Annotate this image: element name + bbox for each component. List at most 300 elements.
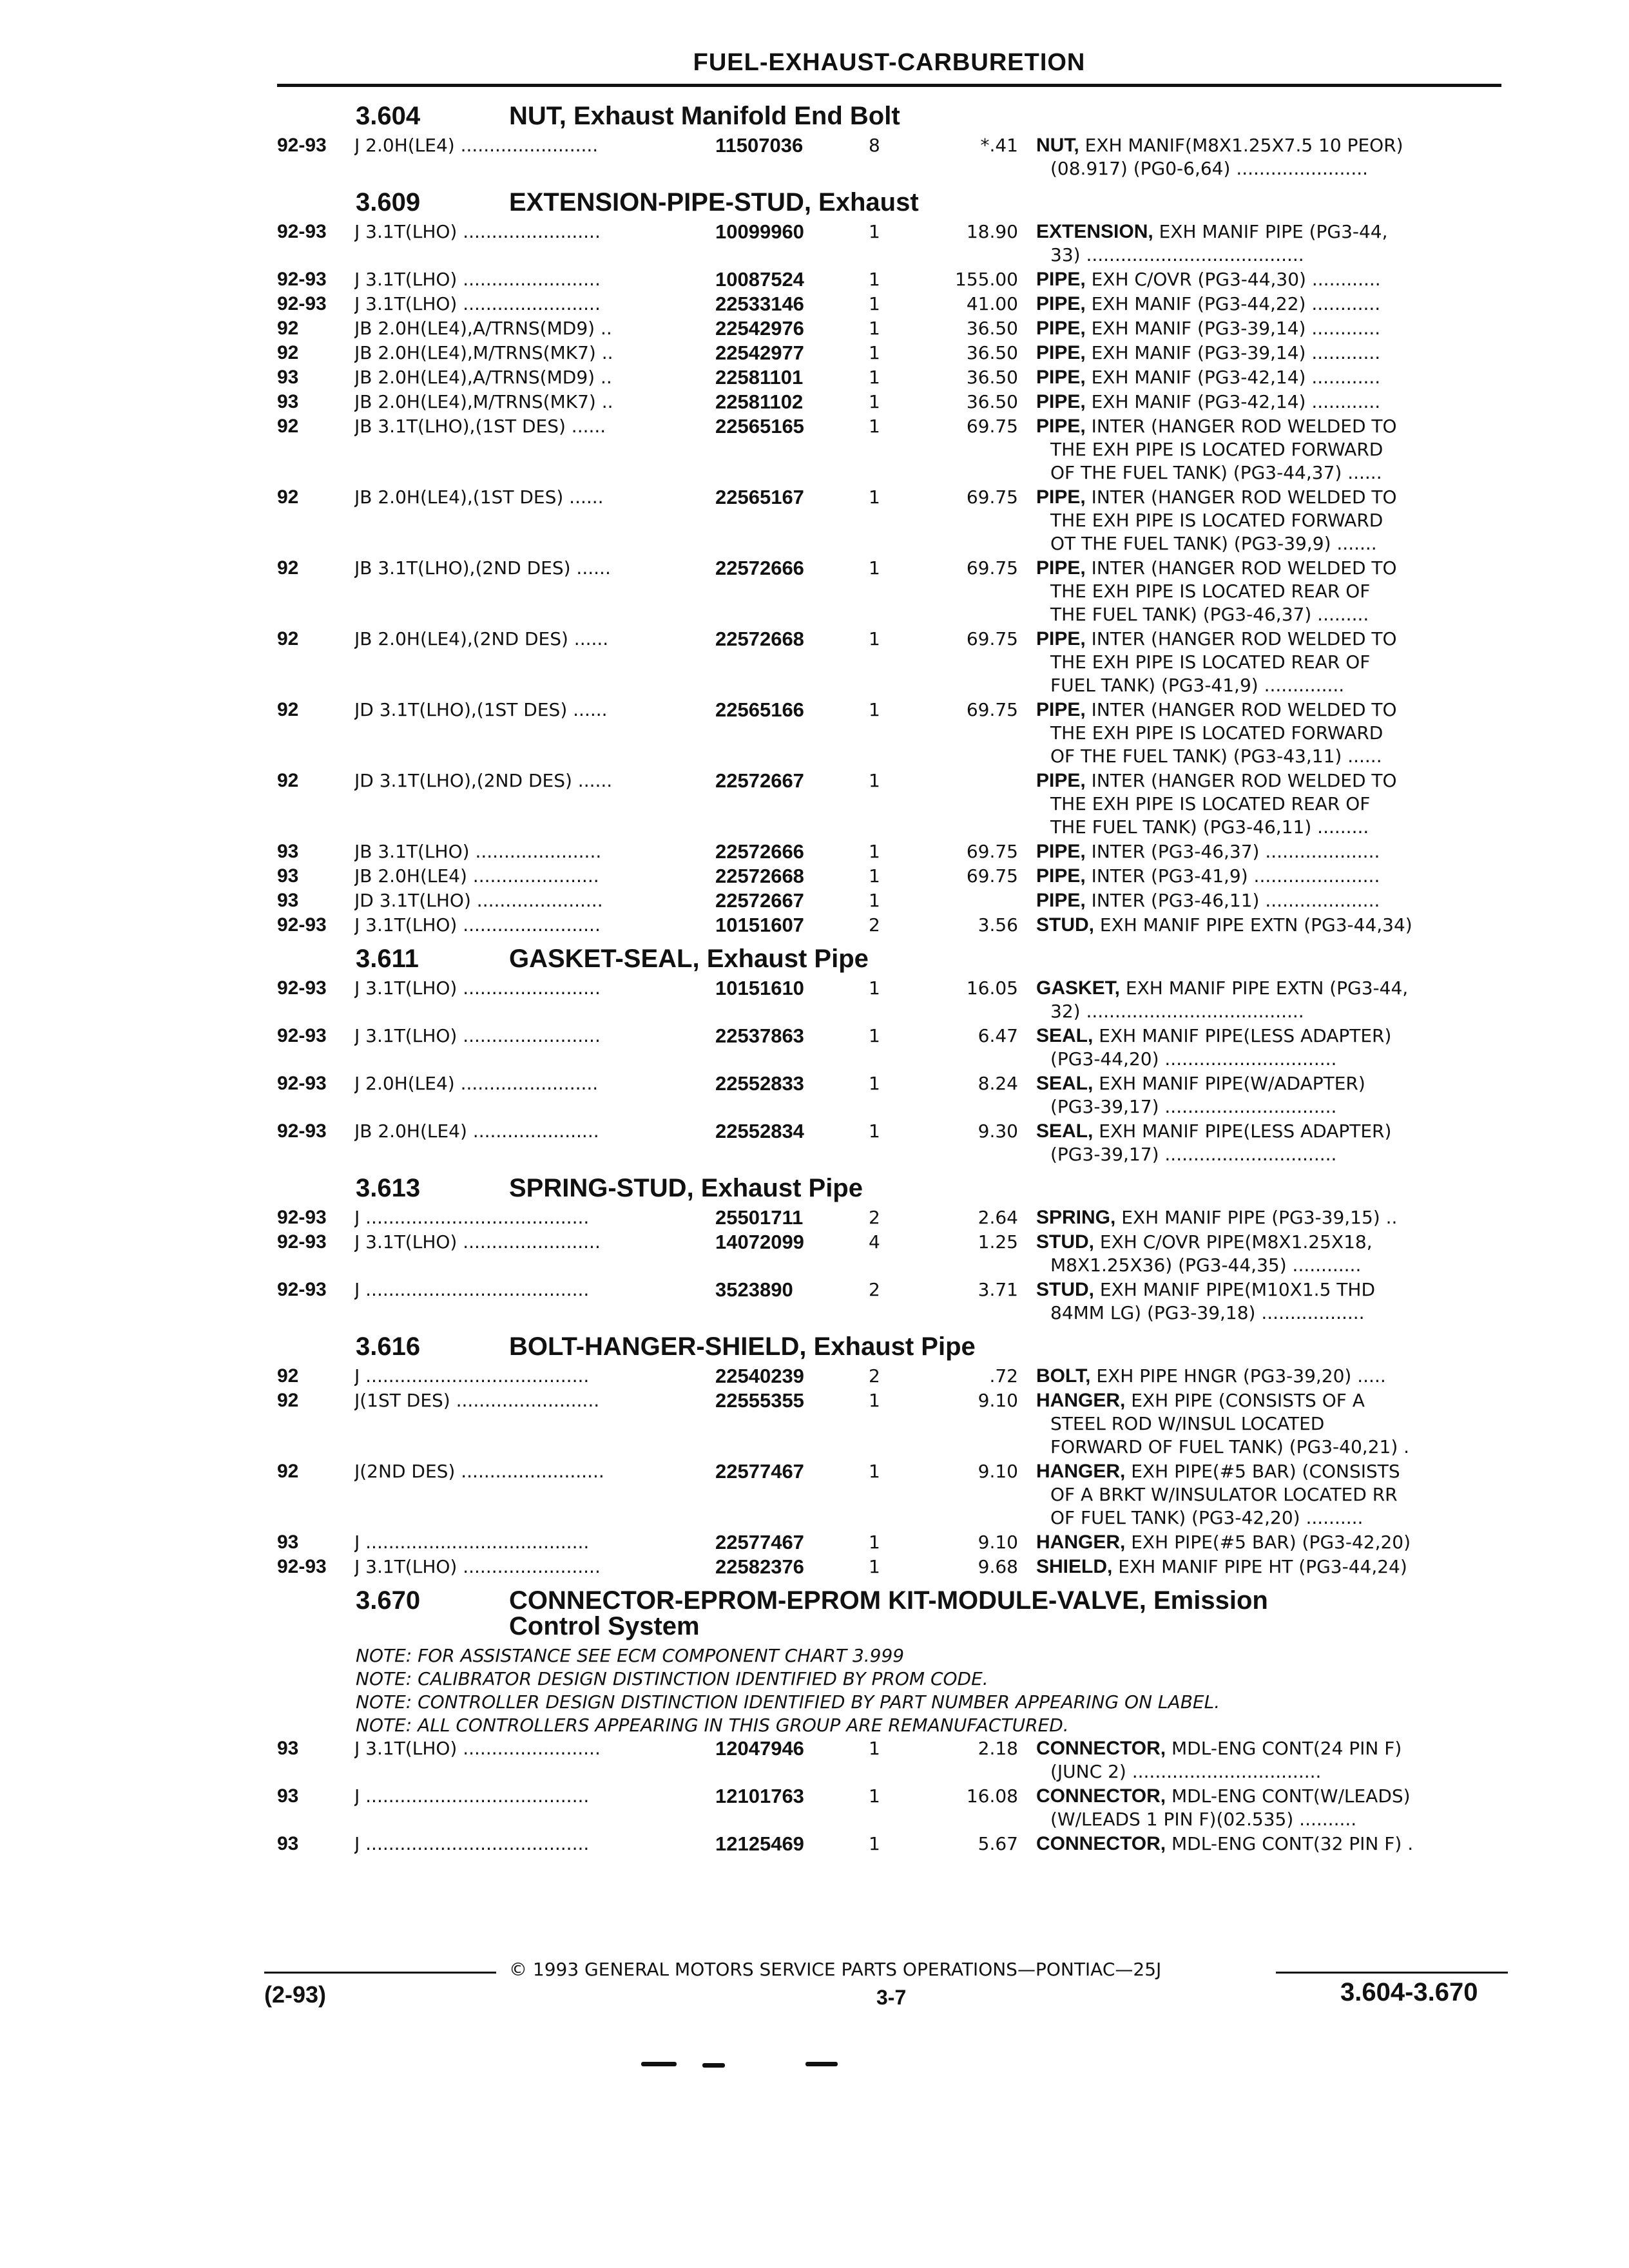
section-header bbox=[277, 182, 1501, 220]
description bbox=[1036, 840, 1501, 863]
description-text: THE EXH PIPE IS LOCATED FORWARD bbox=[1050, 439, 1383, 460]
description-line bbox=[1036, 1506, 1501, 1530]
description bbox=[1036, 865, 1501, 888]
price: .72 bbox=[989, 1365, 1018, 1387]
part-number: 22572668 bbox=[715, 865, 804, 887]
price: 3.56 bbox=[978, 914, 1018, 936]
part-row bbox=[277, 865, 1501, 889]
description-text: EXH MANIF (PG3-39,14) ............ bbox=[1085, 342, 1381, 363]
quantity: 8 bbox=[869, 135, 880, 156]
application: J 3.1T(LHO) ........................ bbox=[354, 1738, 601, 1759]
model-year: 93 bbox=[277, 1833, 299, 1854]
description-text: (PG3-39,17) .............................. bbox=[1050, 1096, 1337, 1117]
price: 9.10 bbox=[978, 1390, 1018, 1411]
description-text: EXH PIPE(#5 BAR) (PG3-42,20) bbox=[1125, 1532, 1411, 1553]
description-line bbox=[1036, 1412, 1501, 1436]
description-text: THE FUEL TANK) (PG3-46,37) ......... bbox=[1050, 604, 1369, 625]
description bbox=[1036, 769, 1501, 839]
description-line bbox=[1036, 1231, 1501, 1254]
application: J ....................................... bbox=[354, 1279, 590, 1300]
description-keyword: SEAL, bbox=[1036, 1025, 1094, 1046]
part-row bbox=[277, 486, 1501, 557]
part-number: 22582376 bbox=[715, 1555, 804, 1578]
part-row bbox=[277, 1365, 1501, 1389]
quantity: 1 bbox=[869, 269, 880, 290]
model-year: 92 bbox=[277, 1461, 299, 1482]
footer-page-number: 3-7 bbox=[876, 1986, 907, 2009]
quantity: 1 bbox=[869, 890, 880, 911]
description bbox=[1036, 1389, 1501, 1459]
price: 3.71 bbox=[978, 1279, 1018, 1300]
description bbox=[1036, 628, 1501, 697]
description-text: EXH MANIF (PG3-42,14) ............ bbox=[1085, 367, 1381, 388]
application: J 2.0H(LE4) ........................ bbox=[354, 1073, 599, 1094]
description-keyword: PIPE, bbox=[1036, 367, 1086, 388]
application: J ....................................... bbox=[354, 1365, 590, 1387]
description-text: EXH MANIF (PG3-39,14) ............ bbox=[1085, 318, 1381, 339]
part-row bbox=[277, 840, 1501, 865]
application: JD 3.1T(LHO) ...................... bbox=[354, 890, 603, 911]
quantity: 2 bbox=[869, 1207, 880, 1228]
price: 69.75 bbox=[966, 628, 1018, 649]
part-row bbox=[277, 1531, 1501, 1555]
part-number: 10099960 bbox=[715, 220, 804, 243]
part-number: 12125469 bbox=[715, 1832, 804, 1855]
description bbox=[1036, 1460, 1501, 1530]
price: 69.75 bbox=[966, 486, 1018, 508]
quantity: 1 bbox=[869, 699, 880, 720]
application: JB 2.0H(LE4),M/TRNS(MK7) .. bbox=[354, 342, 613, 363]
description-keyword: PIPE, bbox=[1036, 628, 1086, 649]
description-line bbox=[1036, 793, 1501, 816]
description bbox=[1036, 1531, 1501, 1554]
description-text: EXH MANIF PIPE HT (PG3-44,24) bbox=[1112, 1556, 1407, 1577]
price: 69.75 bbox=[966, 416, 1018, 437]
application: JB 2.0H(LE4),A/TRNS(MD9) .. bbox=[354, 367, 612, 388]
scan-mark bbox=[702, 2063, 725, 2068]
description-text: EXH MANIF PIPE(W/ADAPTER) bbox=[1093, 1073, 1365, 1094]
footer-rule-right bbox=[1276, 1972, 1508, 1974]
description-line bbox=[1036, 1000, 1501, 1023]
description-text: EXH PIPE (CONSISTS OF A bbox=[1125, 1390, 1365, 1411]
model-year: 93 bbox=[277, 890, 299, 911]
quantity: 4 bbox=[869, 1231, 880, 1253]
description-text: THE EXH PIPE IS LOCATED FORWARD bbox=[1050, 510, 1383, 531]
description-text: M8X1.25X36) (PG3-44,35) ............ bbox=[1050, 1254, 1362, 1276]
description-line bbox=[1036, 840, 1501, 863]
description-text: OF THE FUEL TANK) (PG3-43,11) ...... bbox=[1050, 745, 1382, 767]
description-keyword: PIPE, bbox=[1036, 865, 1086, 887]
description-line bbox=[1036, 698, 1501, 722]
application: J 2.0H(LE4) ........................ bbox=[354, 135, 599, 156]
description bbox=[1036, 977, 1501, 1023]
description bbox=[1036, 1206, 1501, 1229]
part-number: 22572666 bbox=[715, 557, 804, 579]
application: J 3.1T(LHO) ........................ bbox=[354, 1025, 601, 1046]
section-number: 3.670 bbox=[356, 1586, 421, 1615]
part-row bbox=[277, 341, 1501, 366]
description bbox=[1036, 486, 1501, 555]
scan-mark bbox=[805, 2062, 838, 2066]
description bbox=[1036, 1024, 1501, 1071]
part-row bbox=[277, 1832, 1501, 1857]
section-number: 3.611 bbox=[356, 945, 419, 973]
application: JB 2.0H(LE4),(2ND DES) ...... bbox=[354, 628, 609, 649]
part-row bbox=[277, 1737, 1501, 1785]
price: 36.50 bbox=[966, 318, 1018, 339]
model-year: 92-93 bbox=[277, 1073, 327, 1094]
description-text: FUEL TANK) (PG3-41,9) .............. bbox=[1050, 675, 1345, 696]
model-year: 92-93 bbox=[277, 293, 327, 314]
description-keyword: PIPE, bbox=[1036, 269, 1086, 290]
quantity: 1 bbox=[869, 391, 880, 412]
quantity: 1 bbox=[869, 1025, 880, 1046]
quantity: 1 bbox=[869, 770, 880, 791]
description-line bbox=[1036, 1206, 1501, 1229]
application: J ....................................... bbox=[354, 1207, 590, 1228]
description-text: INTER (HANGER ROD WELDED TO bbox=[1085, 699, 1397, 720]
quantity: 2 bbox=[869, 1365, 880, 1387]
section-number: 3.613 bbox=[356, 1174, 421, 1202]
quantity: 1 bbox=[869, 1390, 880, 1411]
application: J 3.1T(LHO) ........................ bbox=[354, 1231, 601, 1253]
description-line bbox=[1036, 268, 1501, 291]
price: 2.18 bbox=[978, 1738, 1018, 1759]
description-line bbox=[1036, 486, 1501, 509]
application: J ....................................... bbox=[354, 1833, 590, 1854]
price: 36.50 bbox=[966, 342, 1018, 363]
part-number: 12047946 bbox=[715, 1737, 804, 1760]
description-text: OF THE FUEL TANK) (PG3-44,37) ...... bbox=[1050, 462, 1382, 483]
description-line bbox=[1036, 1436, 1501, 1459]
part-row bbox=[277, 415, 1501, 486]
description-line bbox=[1036, 722, 1501, 745]
description-line bbox=[1036, 293, 1501, 316]
section-note: NOTE: ALL CONTROLLERS APPEARING IN THIS GROUP ARE REMANUFACTURED. bbox=[356, 1715, 1069, 1736]
part-row bbox=[277, 1785, 1501, 1832]
section-header bbox=[277, 95, 1501, 134]
description-line bbox=[1036, 1365, 1501, 1388]
section-title: CONNECTOR-EPROM-EPROM KIT-MODULE-VALVE, Emission bbox=[509, 1586, 1268, 1615]
description-line bbox=[1036, 1483, 1501, 1506]
application: J 3.1T(LHO) ........................ bbox=[354, 221, 601, 242]
description-line bbox=[1036, 532, 1501, 555]
description-text: (PG3-44,20) .............................. bbox=[1050, 1048, 1337, 1070]
price: 9.30 bbox=[978, 1120, 1018, 1142]
description-line bbox=[1036, 1531, 1501, 1554]
description-text: THE EXH PIPE IS LOCATED REAR OF bbox=[1050, 581, 1371, 602]
part-number: 10087524 bbox=[715, 268, 804, 291]
description bbox=[1036, 134, 1501, 180]
application: JD 3.1T(LHO),(2ND DES) ...... bbox=[354, 770, 613, 791]
section-note: NOTE: FOR ASSISTANCE SEE ECM COMPONENT CHART 3.999 bbox=[356, 1645, 905, 1666]
section-title: SPRING-STUD, Exhaust Pipe bbox=[509, 1174, 863, 1202]
description-keyword: SEAL, bbox=[1036, 1073, 1094, 1094]
description-keyword: PIPE, bbox=[1036, 342, 1086, 363]
description-text: EXH MANIF(M8X1.25X7.5 10 PEOR) bbox=[1079, 135, 1403, 156]
description bbox=[1036, 1278, 1501, 1325]
section-title: EXTENSION-PIPE-STUD, Exhaust bbox=[509, 188, 919, 216]
header-rule bbox=[277, 84, 1501, 87]
section-number: 3.616 bbox=[356, 1332, 421, 1361]
description-text: STEEL ROD W/INSUL LOCATED bbox=[1050, 1413, 1325, 1434]
quantity: 1 bbox=[869, 486, 880, 508]
quantity: 1 bbox=[869, 221, 880, 242]
section-note: NOTE: CALIBRATOR DESIGN DISTINCTION IDENTIFIED BY PROM CODE. bbox=[356, 1668, 988, 1689]
description-line bbox=[1036, 1302, 1501, 1325]
quantity: 2 bbox=[869, 914, 880, 936]
price: *.41 bbox=[980, 135, 1018, 156]
footer-rule-left bbox=[264, 1972, 496, 1974]
description-line bbox=[1036, 816, 1501, 839]
part-number: 22533146 bbox=[715, 293, 804, 315]
description-text: OF A BRKT W/INSULATOR LOCATED RR bbox=[1050, 1484, 1398, 1505]
model-year: 92-93 bbox=[277, 1556, 327, 1577]
description bbox=[1036, 1832, 1501, 1856]
part-number: 22577467 bbox=[715, 1531, 804, 1553]
quantity: 1 bbox=[869, 1833, 880, 1854]
quantity: 1 bbox=[869, 1073, 880, 1094]
model-year: 93 bbox=[277, 367, 299, 388]
quantity: 1 bbox=[869, 557, 880, 579]
description-text: FORWARD OF FUEL TANK) (PG3-40,21) . bbox=[1050, 1436, 1410, 1457]
description-line bbox=[1036, 580, 1501, 603]
quantity: 1 bbox=[869, 416, 880, 437]
part-row bbox=[277, 557, 1501, 628]
description-text: EXH MANIF PIPE EXTN (PG3-44, bbox=[1120, 977, 1409, 999]
description-line bbox=[1036, 557, 1501, 580]
description-line bbox=[1036, 1760, 1501, 1783]
part-number: 22572668 bbox=[715, 628, 804, 650]
part-row bbox=[277, 698, 1501, 769]
description-keyword: STUD, bbox=[1036, 1231, 1094, 1253]
description-text: INTER (HANGER ROD WELDED TO bbox=[1085, 628, 1397, 649]
description-line bbox=[1036, 1785, 1501, 1808]
description-keyword: SPRING, bbox=[1036, 1207, 1116, 1228]
description bbox=[1036, 268, 1501, 291]
page-header-title: FUEL-EXHAUST-CARBURETION bbox=[693, 49, 1086, 76]
application: JD 3.1T(LHO),(1ST DES) ...... bbox=[354, 699, 608, 720]
description-text: EXH PIPE HNGR (PG3-39,20) ..... bbox=[1090, 1365, 1386, 1387]
model-year: 93 bbox=[277, 1738, 299, 1759]
price: 16.08 bbox=[966, 1785, 1018, 1807]
description-line bbox=[1036, 865, 1501, 888]
model-year: 92-93 bbox=[277, 1120, 327, 1142]
quantity: 1 bbox=[869, 1120, 880, 1142]
model-year: 92 bbox=[277, 1390, 299, 1411]
model-year: 93 bbox=[277, 841, 299, 862]
description bbox=[1036, 317, 1501, 340]
description-text: 33) ...................................... bbox=[1050, 244, 1304, 265]
description bbox=[1036, 557, 1501, 626]
model-year: 93 bbox=[277, 391, 299, 412]
description-line bbox=[1036, 1072, 1501, 1095]
model-year: 93 bbox=[277, 865, 299, 887]
description-text: INTER (PG3-46,11) .................... bbox=[1085, 890, 1380, 911]
part-row bbox=[277, 134, 1501, 182]
description bbox=[1036, 1120, 1501, 1166]
model-year: 93 bbox=[277, 1532, 299, 1553]
application: J ....................................... bbox=[354, 1785, 590, 1807]
description-text: EXH C/OVR PIPE(M8X1.25X18, bbox=[1094, 1231, 1373, 1253]
part-number: 11507036 bbox=[715, 134, 804, 157]
part-number: 22572667 bbox=[715, 889, 804, 912]
description bbox=[1036, 698, 1501, 768]
description bbox=[1036, 1231, 1501, 1277]
model-year: 92 bbox=[277, 318, 299, 339]
part-row bbox=[277, 628, 1501, 698]
description-text: EXH MANIF PIPE (PG3-39,15) .. bbox=[1115, 1207, 1398, 1228]
description-line bbox=[1036, 1832, 1501, 1856]
application: J 3.1T(LHO) ........................ bbox=[354, 977, 601, 999]
description-keyword: PIPE, bbox=[1036, 416, 1086, 437]
section-title: GASKET-SEAL, Exhaust Pipe bbox=[509, 945, 869, 973]
price: 69.75 bbox=[966, 841, 1018, 862]
description-line bbox=[1036, 674, 1501, 697]
description-line bbox=[1036, 1555, 1501, 1579]
section-title-continued: Control System bbox=[509, 1612, 700, 1640]
description-text: MDL-ENG CONT(24 PIN F) bbox=[1166, 1738, 1402, 1759]
description-line bbox=[1036, 651, 1501, 674]
section-number: 3.604 bbox=[356, 102, 421, 130]
part-row bbox=[277, 317, 1501, 341]
description-keyword: SHIELD, bbox=[1036, 1556, 1113, 1577]
description bbox=[1036, 293, 1501, 316]
description-line bbox=[1036, 1460, 1501, 1483]
application: J ....................................... bbox=[354, 1532, 590, 1553]
description-keyword: BOLT, bbox=[1036, 1365, 1091, 1387]
description-text: (08.917) (PG0-6,64) ....................... bbox=[1050, 158, 1369, 179]
description-keyword: PIPE, bbox=[1036, 391, 1086, 412]
description-keyword: CONNECTOR, bbox=[1036, 1785, 1166, 1807]
part-row bbox=[277, 1206, 1501, 1231]
description-keyword: EXTENSION, bbox=[1036, 221, 1153, 242]
application: J 3.1T(LHO) ........................ bbox=[354, 914, 601, 936]
price: 69.75 bbox=[966, 865, 1018, 887]
model-year: 92 bbox=[277, 1365, 299, 1387]
quantity: 2 bbox=[869, 1279, 880, 1300]
model-year: 92-93 bbox=[277, 1231, 327, 1253]
section-header bbox=[277, 1168, 1501, 1206]
footer-date: (2-93) bbox=[264, 1981, 327, 2008]
description-text: MDL-ENG CONT(32 PIN F) . bbox=[1166, 1833, 1414, 1854]
description-text: (PG3-39,17) .............................. bbox=[1050, 1144, 1337, 1165]
description-text: (JUNC 2) ................................. bbox=[1050, 1761, 1322, 1782]
description-line bbox=[1036, 889, 1501, 912]
price: 18.90 bbox=[966, 221, 1018, 242]
price: 41.00 bbox=[966, 293, 1018, 314]
description-text: OT THE FUEL TANK) (PG3-39,9) ....... bbox=[1050, 533, 1377, 554]
quantity: 1 bbox=[869, 318, 880, 339]
description-text: EXH MANIF PIPE(M10X1.5 THD bbox=[1094, 1279, 1376, 1300]
description-text: THE EXH PIPE IS LOCATED REAR OF bbox=[1050, 651, 1371, 673]
part-row bbox=[277, 1460, 1501, 1531]
description-line bbox=[1036, 438, 1501, 461]
part-number: 22577467 bbox=[715, 1460, 804, 1483]
description-line bbox=[1036, 134, 1501, 157]
description-line bbox=[1036, 914, 1501, 937]
description bbox=[1036, 914, 1501, 937]
model-year: 92 bbox=[277, 342, 299, 363]
quantity: 1 bbox=[869, 865, 880, 887]
part-number: 10151610 bbox=[715, 977, 804, 999]
part-number: 12101763 bbox=[715, 1785, 804, 1807]
description-line bbox=[1036, 1737, 1501, 1760]
model-year: 92-93 bbox=[277, 1279, 327, 1300]
application: JB 2.0H(LE4),(1ST DES) ...... bbox=[354, 486, 604, 508]
part-row bbox=[277, 1278, 1501, 1326]
price: 9.10 bbox=[978, 1461, 1018, 1482]
quantity: 1 bbox=[869, 1556, 880, 1577]
description-line bbox=[1036, 628, 1501, 651]
application: J 3.1T(LHO) ........................ bbox=[354, 269, 601, 290]
description-keyword: PIPE, bbox=[1036, 890, 1086, 911]
part-number: 22572667 bbox=[715, 769, 804, 792]
description-text: THE EXH PIPE IS LOCATED REAR OF bbox=[1050, 793, 1371, 814]
part-number: 22537863 bbox=[715, 1024, 804, 1047]
application: J 3.1T(LHO) ........................ bbox=[354, 1556, 601, 1577]
part-row bbox=[277, 889, 1501, 914]
section-number: 3.609 bbox=[356, 188, 421, 216]
quantity: 1 bbox=[869, 977, 880, 999]
model-year: 92-93 bbox=[277, 135, 327, 156]
description-text: EXH MANIF (PG3-42,14) ............ bbox=[1085, 391, 1381, 412]
model-year: 92 bbox=[277, 486, 299, 508]
description bbox=[1036, 366, 1501, 389]
description-line bbox=[1036, 1389, 1501, 1412]
part-row bbox=[277, 293, 1501, 317]
price: 8.24 bbox=[978, 1073, 1018, 1094]
price: 36.50 bbox=[966, 391, 1018, 412]
price: 5.67 bbox=[978, 1833, 1018, 1854]
description-keyword: PIPE, bbox=[1036, 699, 1086, 720]
description-keyword: GASKET, bbox=[1036, 977, 1121, 999]
description-text: 32) ...................................... bbox=[1050, 1001, 1304, 1022]
description-keyword: PIPE, bbox=[1036, 486, 1086, 508]
description-line bbox=[1036, 341, 1501, 365]
description-keyword: HANGER, bbox=[1036, 1532, 1126, 1553]
description-text: THE FUEL TANK) (PG3-46,11) ......... bbox=[1050, 816, 1369, 838]
model-year: 92-93 bbox=[277, 914, 327, 936]
application: J 3.1T(LHO) ........................ bbox=[354, 293, 601, 314]
quantity: 1 bbox=[869, 1532, 880, 1553]
quantity: 1 bbox=[869, 1738, 880, 1759]
description-line bbox=[1036, 1095, 1501, 1119]
description-text: EXH C/OVR (PG3-44,30) ............ bbox=[1085, 269, 1381, 290]
scan-mark bbox=[641, 2062, 677, 2066]
model-year: 92-93 bbox=[277, 221, 327, 242]
description-line bbox=[1036, 157, 1501, 180]
description-keyword: CONNECTOR, bbox=[1036, 1738, 1166, 1759]
section-note: NOTE: CONTROLLER DESIGN DISTINCTION IDENTIFIED BY PART NUMBER APPEARING ON LABEL. bbox=[356, 1691, 1220, 1713]
description-keyword: HANGER, bbox=[1036, 1461, 1126, 1482]
description-text: 84MM LG) (PG3-39,18) .................. bbox=[1050, 1302, 1365, 1323]
description bbox=[1036, 1365, 1501, 1388]
footer-section-range: 3.604-3.670 bbox=[1340, 1978, 1478, 2006]
description bbox=[1036, 390, 1501, 414]
model-year: 93 bbox=[277, 1785, 299, 1807]
application: JB 2.0H(LE4) ...................... bbox=[354, 1120, 599, 1142]
model-year: 92-93 bbox=[277, 269, 327, 290]
description-text: EXH PIPE(#5 BAR) (CONSISTS bbox=[1125, 1461, 1400, 1482]
quantity: 1 bbox=[869, 342, 880, 363]
model-year: 92 bbox=[277, 699, 299, 720]
description-text: EXH MANIF PIPE EXTN (PG3-44,34) bbox=[1094, 914, 1412, 936]
description bbox=[1036, 341, 1501, 365]
part-row bbox=[277, 268, 1501, 293]
description-text: EXH MANIF PIPE(LESS ADAPTER) bbox=[1093, 1120, 1392, 1142]
description-line bbox=[1036, 461, 1501, 485]
